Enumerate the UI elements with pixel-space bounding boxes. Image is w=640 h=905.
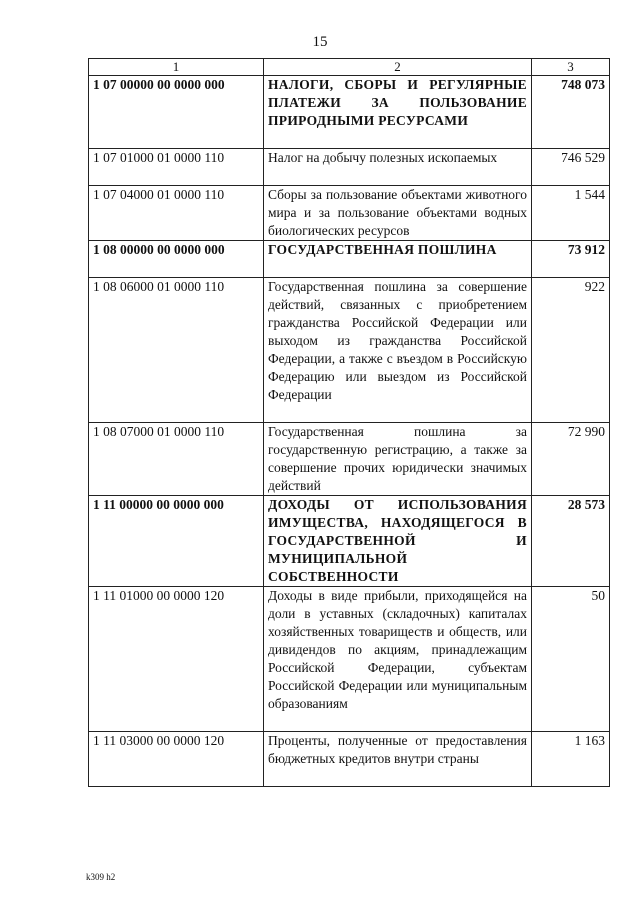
revenue-item-name: Государственная пошлина за совершение действий, связанных с приобретением гражданства Российской Федерации или выходом из гражданства Российской Федерации, а также с въездом в Российскую Федерацию или выездом из Российской Федерации xyxy=(264,278,532,423)
amount-value: 28 573 xyxy=(532,496,610,587)
classification-code: 1 07 00000 00 0000 000 xyxy=(89,76,264,149)
table-row xyxy=(89,587,610,732)
revenue-item-name: Проценты, полученные от предоставления бюджетных кредитов внутри страны xyxy=(264,732,532,787)
amount-value: 1 544 xyxy=(532,186,610,241)
table-row xyxy=(89,241,610,278)
classification-code: 1 07 04000 01 0000 110 xyxy=(89,186,264,241)
column-header-3: 3 xyxy=(532,59,610,76)
classification-code: 1 08 07000 01 0000 110 xyxy=(89,423,264,496)
classification-code: 1 11 03000 00 0000 120 xyxy=(89,732,264,787)
revenue-item-name: ДОХОДЫ ОТ ИСПОЛЬЗОВАНИЯ ИМУЩЕСТВА, НАХОДЯЩЕГОСЯ В ГОСУДАРСТВЕННОЙ И МУНИЦИПАЛЬНОЙ СОБСТВЕННОСТИ xyxy=(264,496,532,587)
amount-value: 922 xyxy=(532,278,610,423)
table-row xyxy=(89,149,610,186)
revenue-item-name: Сборы за пользование объектами животного мира и за пользование объектами водных биологических ресурсов xyxy=(264,186,532,241)
classification-code: 1 08 00000 00 0000 000 xyxy=(89,241,264,278)
classification-code: 1 07 01000 01 0000 110 xyxy=(89,149,264,186)
classification-code: 1 11 01000 00 0000 120 xyxy=(89,587,264,732)
amount-value: 746 529 xyxy=(532,149,610,186)
revenue-item-name: НАЛОГИ, СБОРЫ И РЕГУЛЯРНЫЕ ПЛАТЕЖИ ЗА ПОЛЬЗОВАНИЕ ПРИРОДНЫМИ РЕСУРСАМИ xyxy=(264,76,532,149)
footer-code: k309 h2 xyxy=(86,872,116,882)
revenue-item-name: Налог на добычу полезных ископаемых xyxy=(264,149,532,186)
amount-value: 72 990 xyxy=(532,423,610,496)
table-row xyxy=(89,186,610,241)
page-number: 15 xyxy=(312,34,328,50)
column-header-1: 1 xyxy=(89,59,264,76)
amount-value: 1 163 xyxy=(532,732,610,787)
table-header-row xyxy=(89,59,610,76)
budget-revenue-table xyxy=(88,58,610,787)
table-row xyxy=(89,278,610,423)
amount-value: 73 912 xyxy=(532,241,610,278)
revenue-item-name: ГОСУДАРСТВЕННАЯ ПОШЛИНА xyxy=(264,241,532,278)
column-header-2: 2 xyxy=(264,59,532,76)
classification-code: 1 11 00000 00 0000 000 xyxy=(89,496,264,587)
amount-value: 748 073 xyxy=(532,76,610,149)
table-row xyxy=(89,423,610,496)
revenue-item-name: Государственная пошлина за государственную регистрацию, а также за совершение прочих юридически значимых действий xyxy=(264,423,532,496)
table-row xyxy=(89,732,610,787)
amount-value: 50 xyxy=(532,587,610,732)
classification-code: 1 08 06000 01 0000 110 xyxy=(89,278,264,423)
table-row xyxy=(89,496,610,587)
table-row xyxy=(89,76,610,149)
revenue-item-name: Доходы в виде прибыли, приходящейся на доли в уставных (складочных) капиталах хозяйственных товариществ и обществ, или дивидендов по акциям, принадлежащим Российской Федерации, субъектам Российской Федерации или муниципальным образованиям xyxy=(264,587,532,732)
